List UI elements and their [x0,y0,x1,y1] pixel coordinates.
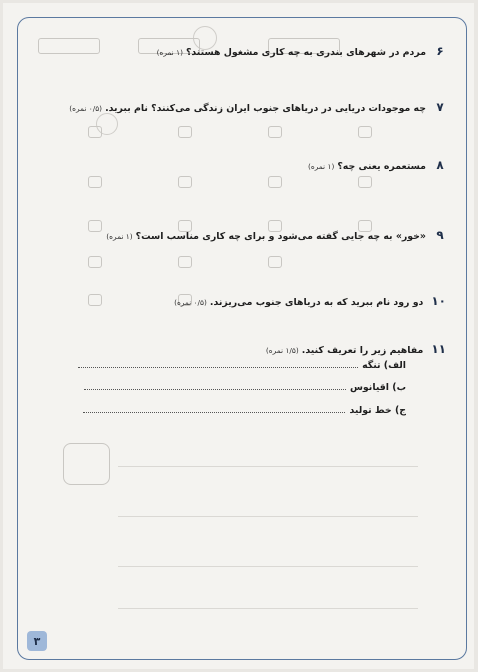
question-score: (۱ نمره) [307,162,335,171]
bleed-through-line [118,516,418,517]
definition-production-line [83,405,406,416]
bleed-through-box [88,294,102,306]
question-text [174,297,423,308]
bleed-through-box [358,176,372,188]
bleed-through-box [63,443,110,485]
question-score: (۱ نمره) [156,48,183,57]
definition-label: الف) تنگه [362,360,406,371]
bleed-through-box [88,220,102,232]
definition-label: ج) خط تولید [349,405,406,416]
bleed-through-box [88,126,102,138]
bleed-through-box [268,256,282,268]
question-text-body: مفاهیم زیر را تعریف کنید. [301,345,424,356]
question-score: (۱ نمره) [106,232,133,241]
question-number: ۶ [436,44,444,58]
question-text [106,231,426,242]
question-score: (۰/۵ نمره) [69,104,103,113]
question-score: (۰/۵ نمره) [174,298,207,307]
question-text-body: «خور» به چه جایی گفته می‌شود و برای چه کاری مناسب است؟ [135,231,426,242]
question-text-body: مستعمره یعنی چه؟ [337,161,426,172]
question-number: ۷ [436,100,444,114]
question-number: ۱۰ [431,294,446,308]
question-7 [69,100,446,114]
question-9 [106,228,446,242]
question-number: ۸ [436,158,444,172]
bleed-through-box [88,256,102,268]
page-number-badge: ۳ [27,631,47,651]
question-8 [308,158,446,172]
question-11 [266,342,446,356]
question-score: (۱/۵ نمره) [265,346,299,355]
definition-strait [78,360,406,371]
exam-sheet [3,3,474,669]
bleed-through-box [88,176,102,188]
question-text [157,47,426,58]
question-text-body: دو رود نام ببرید که به دریاهای جنوب می‌ریزند. [209,297,424,308]
bleed-through-box [178,176,192,188]
question-10 [174,294,446,308]
question-text-body: مردم در شهرهای بندری به چه کاری مشغول هستند؟ [185,47,426,58]
bleed-through-line [118,566,418,567]
question-text-body: چه موجودات دریایی در دریاهای جنوب ایران زندگی می‌کنند؟ نام ببرید. [105,103,426,114]
definition-ocean [84,382,406,393]
bleed-through-box [38,38,100,54]
answer-line[interactable] [84,389,346,390]
bleed-through-box [268,176,282,188]
bleed-through-line [118,466,418,467]
bleed-through-box [358,126,372,138]
page-frame [17,17,467,660]
question-text [308,161,426,172]
bleed-through-box [268,126,282,138]
bleed-through-line [118,608,418,609]
question-text [266,345,423,356]
question-number: ۹ [436,228,444,242]
bleed-through-box [178,126,192,138]
question-6 [157,44,446,58]
definition-label: ب) اقیانوس [349,382,406,393]
question-number: ۱۱ [431,342,446,356]
question-text [69,103,426,114]
bleed-through-box [178,256,192,268]
answer-line[interactable] [83,412,345,413]
answer-line[interactable] [78,367,358,368]
